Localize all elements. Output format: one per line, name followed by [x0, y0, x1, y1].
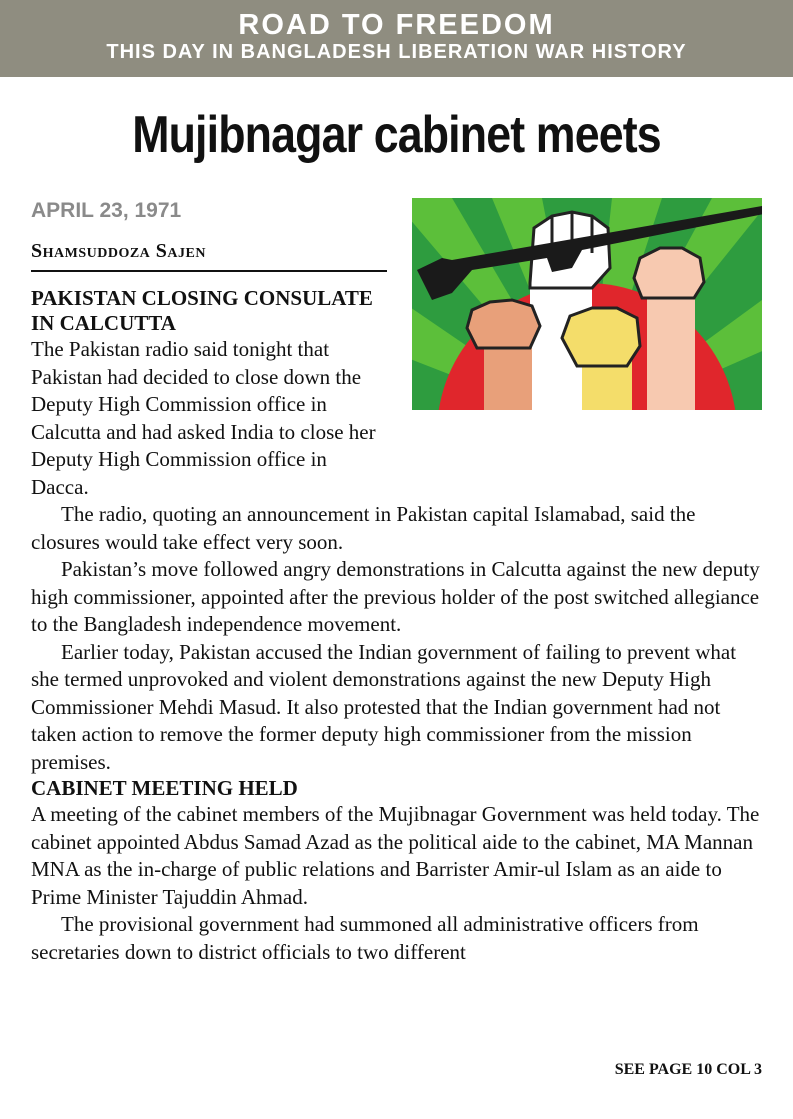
headline: Mujibnagar cabinet meets [132, 106, 661, 164]
dateline: APRIL 23, 1971 [31, 199, 182, 222]
article-paragraph: The Pakistan radio said tonight that Pakistan had decided to close down the Deputy High Commission office in Calcutta and had asked India to close her Deputy High Commission office in Dacca. [31, 337, 376, 499]
article-paragraph: Pakistan’s move followed angry demonstrations in Calcutta against the new deputy high commissioner, appointed after the previous holder of the post switched allegiance to the Bangladesh independence movement. [31, 557, 760, 636]
article-paragraph: Earlier today, Pakistan accused the Indian government of failing to prevent what she termed unprovoked and violent demonstrations against the new Deputy High Commissioner Mehdi Masud. It also protested that the Indian government had not taken action to remove the former deputy high commissioner from the mission premises. [31, 639, 737, 774]
byline: Shamsuddoza Sajen [31, 240, 206, 262]
section-banner [0, 0, 793, 77]
section-heading-cabinet: CABINET MEETING HELD [31, 776, 298, 800]
article-paragraph: A meeting of the cabinet members of the Mujibnagar Government was held today. The cabinet appointed Abdus Samad Azad as the political aide to the cabinet, MA Mannan MNA as the in-charge of public relations and Barrister Amir-ul Islam as an aide to Prime Minister Tajuddin Ahmad. [31, 802, 760, 909]
byline-rule [31, 270, 387, 272]
section-heading-consulate: PAKISTAN CLOSING CONSULATE IN CALCUTTA [31, 286, 373, 335]
article-body [31, 286, 769, 966]
banner-title: ROAD TO FREEDOM [238, 9, 555, 41]
banner-subtitle: THIS DAY IN BANGLADESH LIBERATION WAR HISTORY [106, 41, 687, 63]
article-paragraph: The provisional government had summoned all administrative officers from secretaries down to district officials to two different [31, 912, 699, 964]
article-paragraph: The radio, quoting an announcement in Pakistan capital Islamabad, said the closures would take effect very soon. [31, 502, 696, 554]
continuation-reference: SEE PAGE 10 COL 3 [614, 1061, 762, 1078]
